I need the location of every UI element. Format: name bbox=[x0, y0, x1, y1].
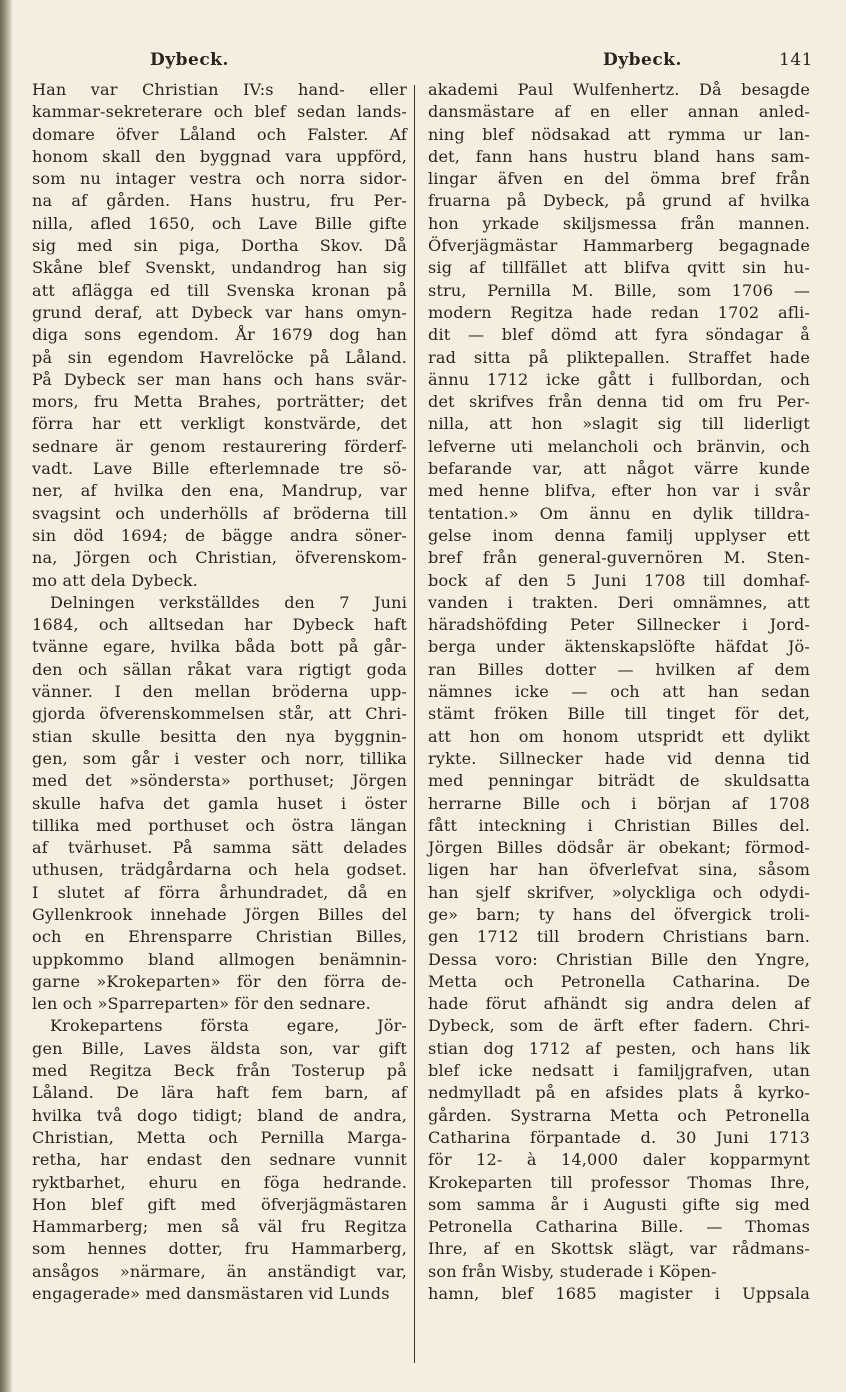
text-line: sig af tillfället att blifva qvitt sin hu- bbox=[428, 258, 810, 278]
text-line: lingar äfven en del ömma bref från bbox=[428, 169, 810, 189]
text-line: herrarne Bille och i början af 1708 bbox=[428, 793, 810, 813]
text-line: Petronella Catharina Bille. — Thomas bbox=[428, 1217, 810, 1237]
text-line: bref från general-guvernören M. Sten- bbox=[428, 548, 810, 568]
text-line: nedmylladt på en afsides plats å kyrko- bbox=[428, 1083, 810, 1103]
text-line: honom skall den byggnad vara uppförd, bbox=[32, 146, 407, 166]
text-line: gen Bille, Laves äldsta son, var gift bbox=[32, 1038, 407, 1058]
text-line: sig med sin piga, Dortha Skov. Då bbox=[32, 236, 407, 256]
text-line: tentation.» Om ännu en dylik tilldra- bbox=[428, 503, 810, 523]
text-line: Krokeparten till professor Thomas Ihre, bbox=[428, 1172, 810, 1192]
text-line: sin död 1694; de bägge andra söner- bbox=[32, 525, 407, 545]
text-line: förra har ett verkligt konstvärde, det bbox=[32, 414, 407, 434]
text-line: skulle hafva det gamla huset i öster bbox=[32, 793, 407, 813]
left-text-column bbox=[32, 79, 407, 1305]
text-line: gen, som går i vester och norr, tillika bbox=[32, 748, 407, 768]
text-line: rykte. Sillnecker hade vid denna tid bbox=[428, 748, 810, 768]
text-line: Dessa voro: Christian Bille den Yngre, bbox=[428, 949, 810, 969]
text-line: vänner. I den mellan bröderna upp- bbox=[32, 682, 407, 702]
text-line: nilla, afled 1650, och Lave Bille gifte bbox=[32, 213, 407, 233]
text-line: nilla, att hon »slagit sig till liderligt bbox=[428, 414, 810, 434]
text-line: ligen har han öfverlefvat sina, såsom bbox=[428, 860, 810, 880]
running-title-left: Dybeck. bbox=[150, 50, 229, 70]
text-line: Öfverjägmästar Hammarberg begagnade bbox=[428, 236, 810, 256]
text-line: att aflägga ed till Svenska kronan på bbox=[32, 280, 407, 300]
text-line: med Regitza Beck från Tosterup på bbox=[32, 1061, 407, 1081]
text-line: uppkommo bland allmogen benämnin- bbox=[32, 949, 407, 969]
text-line: stämt fröken Bille till tinget för det, bbox=[428, 704, 810, 724]
text-line: fått inteckning i Christian Billes del. bbox=[428, 815, 810, 835]
text-line: med penningar biträdt de skuldsatta bbox=[428, 771, 810, 791]
text-line: det skrifves från denna tid om fru Per- bbox=[428, 392, 810, 412]
text-line: uthusen, trädgårdarna och hela godset. bbox=[32, 860, 407, 880]
text-line: ge» barn; ty hans del öfvergick troli- bbox=[428, 904, 810, 924]
text-line: gjorda öfverenskommelsen står, att Chri- bbox=[32, 704, 407, 724]
text-line: bock af den 5 Juni 1708 till domhaf- bbox=[428, 570, 810, 590]
text-line: na, Jörgen och Christian, öfverenskom- bbox=[32, 548, 407, 568]
text-line: vanden i trakten. Deri omnämnes, att bbox=[428, 592, 810, 612]
text-line: stian dog 1712 af pesten, och hans lik bbox=[428, 1038, 810, 1058]
text-line: På Dybeck ser man hans och hans svär- bbox=[32, 369, 407, 389]
text-line: engagerade» med dansmästaren vid Lunds bbox=[32, 1284, 390, 1304]
text-line: I slutet af förra århundradet, då en bbox=[32, 882, 407, 902]
text-line: son från Wisby, studerade i Köpen- bbox=[428, 1261, 717, 1281]
text-line: Christian, Metta och Pernilla Marga- bbox=[32, 1127, 407, 1147]
text-line: hon yrkade skiljsmessa från mannen. bbox=[428, 213, 810, 233]
text-line: stian skulle besitta den nya byggnin- bbox=[32, 726, 407, 746]
text-line: den och sällan råkat vara rigtigt goda bbox=[32, 659, 407, 679]
text-line: garne »Krokeparten» för den förra de- bbox=[32, 971, 407, 991]
text-line: svagsint och underhölls af bröderna till bbox=[32, 503, 407, 523]
text-line: Skåne blef Svenskt, undandrog han sig bbox=[32, 258, 407, 278]
text-line: Hon blef gift med öfverjägmästaren bbox=[32, 1194, 407, 1214]
text-line: vadt. Lave Bille efterlemnade tre sö- bbox=[32, 459, 407, 479]
text-line: som hennes dotter, fru Hammarberg, bbox=[32, 1239, 407, 1259]
text-line: kammar-sekreterare och blef sedan lands- bbox=[32, 102, 407, 122]
text-line: ner, af hvilka den ena, Mandrup, var bbox=[32, 481, 407, 501]
text-line: ansågos »närmare, än anständigt var, bbox=[32, 1261, 407, 1281]
text-line: hade förut afhändt sig andra delen af bbox=[428, 994, 810, 1014]
text-line: fruarna på Dybeck, på grund af hvilka bbox=[428, 191, 810, 211]
text-line: tvänne egare, hvilka båda bott på går- bbox=[32, 637, 407, 657]
text-line: han sjelf skrifver, »olyckliga och odydi- bbox=[428, 882, 810, 902]
text-line: dansmästare af en eller annan anled- bbox=[428, 102, 810, 122]
column-divider bbox=[414, 85, 415, 1363]
text-line: Gyllenkrook innehade Jörgen Billes del bbox=[32, 904, 407, 924]
text-line: 1684, och alltsedan har Dybeck haft bbox=[32, 615, 407, 635]
text-line: retha, har endast den sednare vunnit bbox=[32, 1150, 407, 1170]
text-line: hvilka två dogo tidigt; bland de andra, bbox=[32, 1105, 407, 1125]
text-line: Krokepartens första egare, Jör- bbox=[50, 1016, 407, 1036]
text-line: på sin egendom Havrelöcke på Låland. bbox=[32, 347, 407, 367]
text-line: hamn, blef 1685 magister i Uppsala bbox=[428, 1284, 810, 1304]
text-line: med henne blifva, efter hon var i svår bbox=[428, 481, 810, 501]
running-title-right: Dybeck. bbox=[603, 50, 682, 70]
text-line: akademi Paul Wulfenhertz. Då besagde bbox=[428, 80, 810, 99]
text-line: Catharina förpantade d. 30 Juni 1713 bbox=[428, 1127, 810, 1147]
text-line: mors, fru Metta Brahes, porträtter; det bbox=[32, 392, 407, 412]
text-line: med det »söndersta» porthuset; Jörgen bbox=[32, 771, 407, 791]
text-line: af tvärhuset. På samma sätt delades bbox=[32, 838, 407, 858]
text-line: tillika med porthuset och östra längan bbox=[32, 815, 407, 835]
text-line: Han var Christian IV:s hand- eller bbox=[32, 80, 407, 99]
text-line: sednare är genom restaurering förderf- bbox=[32, 436, 407, 456]
text-line: rad sitta på pliktepallen. Straffet hade bbox=[428, 347, 810, 367]
text-line: modern Regitza hade redan 1702 afli- bbox=[428, 302, 810, 322]
text-line: ning blef nödsakad att rymma ur lan- bbox=[428, 124, 810, 144]
text-line: gelse inom denna familj upplyser ett bbox=[428, 525, 810, 545]
text-line: gården. Systrarna Metta och Petronella bbox=[428, 1105, 810, 1125]
text-line: ryktbarhet, ehuru en föga hedrande. bbox=[32, 1172, 407, 1192]
text-line: Låland. De lära haft fem barn, af bbox=[32, 1083, 407, 1103]
text-line: Metta och Petronella Catharina. De bbox=[428, 971, 810, 991]
text-line: dit — blef dömd att fyra söndagar å bbox=[428, 325, 810, 345]
text-line: berga under äktenskapslöfte häfdat Jö- bbox=[428, 637, 810, 657]
text-line: nämnes icke — och att han sedan bbox=[428, 682, 810, 702]
text-line: Delningen verkställdes den 7 Juni bbox=[50, 592, 407, 612]
right-text-column bbox=[428, 79, 810, 1305]
text-line: ran Billes dotter — hvilken af dem bbox=[428, 659, 810, 679]
text-line: som nu intager vestra och norra sidor- bbox=[32, 169, 407, 189]
page-binding-edge bbox=[0, 0, 12, 1392]
text-line: det, fann hans hustru bland hans sam- bbox=[428, 146, 810, 166]
text-line: Dybeck, som de ärft efter fadern. Chri- bbox=[428, 1016, 810, 1036]
page-number: 141 bbox=[779, 50, 813, 70]
text-line: häradshöfding Peter Sillnecker i Jord- bbox=[428, 615, 810, 635]
text-line: som samma år i Augusti gifte sig med bbox=[428, 1194, 810, 1214]
text-line: stru, Pernilla M. Bille, som 1706 — bbox=[428, 280, 810, 300]
text-line: grund deraf, att Dybeck var hans omyn- bbox=[32, 302, 407, 322]
text-line: Hammarberg; men så väl fru Regitza bbox=[32, 1217, 407, 1237]
text-line: domare öfver Låland och Falster. Af bbox=[32, 124, 407, 144]
text-line: mo att dela Dybeck. bbox=[32, 570, 198, 590]
text-line: Jörgen Billes dödsår är obekant; förmod- bbox=[428, 838, 810, 858]
text-line: len och »Sparreparten» för den sednare. bbox=[32, 994, 371, 1014]
text-line: gen 1712 till brodern Christians barn. bbox=[428, 927, 810, 947]
text-line: att hon om honom utspridt ett dylikt bbox=[428, 726, 810, 746]
text-line: Ihre, af en Skottsk slägt, var rådmans- bbox=[428, 1239, 810, 1259]
text-line: befarande var, att något värre kunde bbox=[428, 459, 810, 479]
text-line: na af gården. Hans hustru, fru Per- bbox=[32, 191, 407, 211]
text-line: diga sons egendom. År 1679 dog han bbox=[32, 325, 407, 345]
text-line: ännu 1712 icke gått i fullbordan, och bbox=[428, 369, 810, 389]
text-line: blef icke nedsatt i familjgrafven, utan bbox=[428, 1061, 810, 1081]
text-line: för 12- à 14,000 daler kopparmynt bbox=[428, 1150, 810, 1170]
text-line: lefverne uti melancholi och bränvin, och bbox=[428, 436, 810, 456]
text-line: och en Ehrensparre Christian Billes, bbox=[32, 927, 407, 947]
